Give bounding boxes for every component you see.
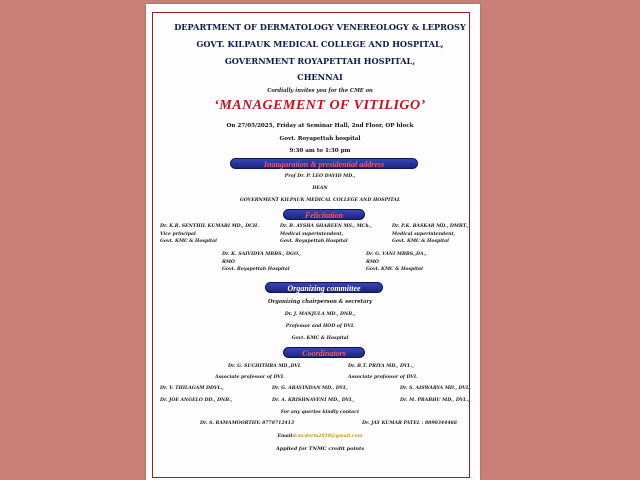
felicitation-person-org: Govt. Royapettah Hospital	[280, 239, 348, 244]
header-hospital: GOVERNMENT ROYAPETTAH HOSPITAL,	[224, 56, 416, 66]
organizing-subtitle: Organizing chairperson & secretary	[267, 299, 373, 305]
inaugurator-org: GOVERNMENT KILPAUK MEDICAL COLLEGE AND HOSPITAL	[239, 198, 401, 203]
organizer-org: Govt. KMC & Hospital	[291, 336, 349, 341]
coordinator-name: Dr. M. PRABHU MD., DVL.,	[400, 398, 470, 403]
felicitation-person-org: Govt. Royapettah Hospital	[222, 267, 290, 272]
credit-note: Applied for TNMC credit points	[275, 446, 365, 452]
felicitation-person-role: RMO	[366, 260, 379, 265]
event-date: On 27/05/2025, Friday at Seminar Hall, 2nd Floor, OP block	[226, 123, 414, 129]
organizing-heading: Organizing committee	[265, 282, 383, 293]
inaugurator-role: DEAN	[312, 186, 328, 191]
event-title: ‘MANAGEMENT OF VITILIGO’	[214, 98, 426, 113]
contact-heading: For any queries kindly contact	[280, 410, 360, 415]
coordinator-name: Dr. A. KRISHNAVENI MD., DVL,	[272, 398, 354, 403]
header-college: GOVT. KILPAUK MEDICAL COLLEGE AND HOSPITAL,	[196, 39, 444, 49]
felicitation-person-name: Dr. K. SAIVIDYA MBBS., DGO.,	[222, 252, 301, 257]
felicitation-person-role: Medical superintendent,	[280, 232, 344, 237]
contact-right: Dr. JAY KUMAR PATEL : 8890344466	[362, 421, 457, 426]
felicitation-person-name: Dr. B. AYSHA SHAREEN MS., MCh.,	[280, 224, 372, 229]
email-label: Email:	[277, 434, 295, 439]
felicitation-person-role: RMO	[222, 260, 235, 265]
inauguration-heading: Inauguration & presidential address	[230, 158, 418, 169]
coordinator-name: Dr. B.T. PRIYA MD., DVL.,	[348, 364, 414, 369]
felicitation-person-role: Vice principal	[160, 232, 196, 237]
invite-text: Cordially invites you for the CME on	[267, 88, 373, 94]
felicitation-person-org: Govt. KMC & Hospital	[160, 239, 217, 244]
coordinator-name: Dr. JOE ANGELO DD., DNB.,	[160, 398, 233, 403]
coordinators-heading: Coordinators	[283, 347, 365, 358]
coordinator-role: Associate professor of DVL	[348, 375, 418, 380]
coordinator-name: Dr. V. THILAGAM DDVL.,	[160, 386, 224, 391]
felicitation-heading: Felicitation	[283, 209, 365, 220]
contact-left: Dr. S. RAMAMOORTHY: 8778712413	[200, 421, 295, 426]
felicitation-person-org: Govt. KMC & Hospital	[366, 267, 423, 272]
felicitation-person-name: Dr. P.K. BASKAR MD., DMRT.,	[392, 224, 469, 229]
felicitation-person-name: Dr. K.R. SENTHIL KUMARI MD., DCH.	[160, 224, 259, 229]
event-venue: Govt. Royapettah hospital	[279, 136, 361, 142]
inaugurator-name: Prof Dr. P. LEO DAVID MD.,	[284, 174, 356, 179]
organizer-role: Professor and HOD of DVL	[285, 324, 355, 329]
coordinator-name: Dr. S. AISWARYA MD., DVL,	[400, 386, 471, 391]
coordinator-role: Associate professor of DVL	[215, 375, 285, 380]
header-city: CHENNAI	[297, 72, 343, 82]
coordinator-name: Dr. G. ARAVINDAN MD., DVL,	[272, 386, 349, 391]
header-department: DEPARTMENT OF DERMATOLOGY VENEREOLOGY & LEPROSY	[174, 22, 466, 32]
organizer-name: Dr. J. MANJULA MD., DNB.,	[284, 312, 356, 317]
email-line	[0, 434, 640, 439]
coordinator-name: Dr. G. SUCHITHRA MD.,DVL	[228, 364, 302, 369]
felicitation-person-name: Dr. G. VANI MBBS.,DA.,	[366, 252, 427, 257]
email-link[interactable]: kmcderm2018@gmail.com	[294, 434, 363, 439]
felicitation-person-role: Medical superintendent,	[392, 232, 456, 237]
event-time: 9:30 am to 1:30 pm	[289, 148, 351, 154]
felicitation-person-org: Govt. KMC & Hospital	[392, 239, 449, 244]
